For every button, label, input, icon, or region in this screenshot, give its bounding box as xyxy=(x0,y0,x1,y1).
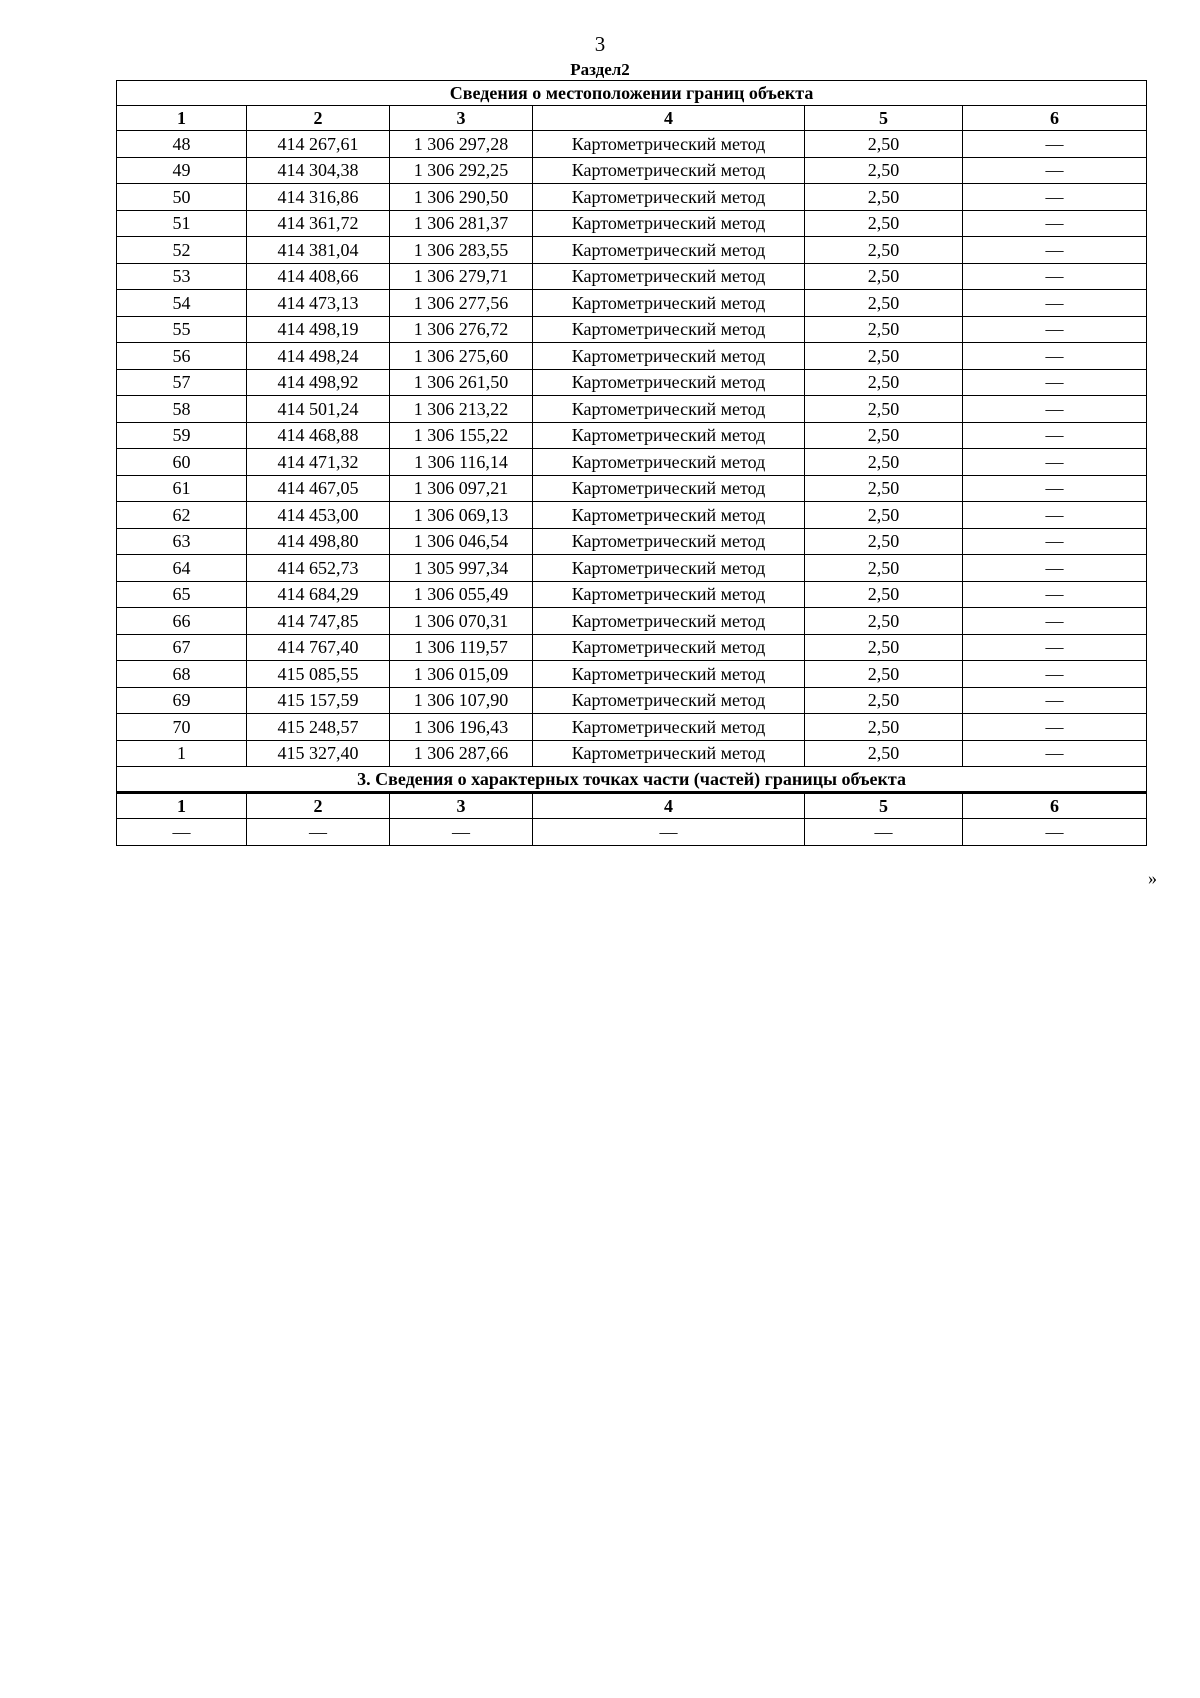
table-cell: 69 xyxy=(117,687,247,714)
table-cell: 2,50 xyxy=(805,528,963,555)
section3-title-row xyxy=(117,767,1147,793)
table-cell: 415 085,55 xyxy=(247,661,390,688)
table-cell: 2,50 xyxy=(805,343,963,370)
table-cell: Картометрический метод xyxy=(533,184,805,211)
table-cell: Картометрический метод xyxy=(533,131,805,158)
table-cell: 414 684,29 xyxy=(247,581,390,608)
table-cell: Картометрический метод xyxy=(533,237,805,264)
section3-title: 3. Сведения о характерных точках части (частей) границы объекта xyxy=(117,767,1147,793)
table-cell: 3 xyxy=(390,106,533,131)
table-cell: — xyxy=(805,819,963,846)
table-cell: — xyxy=(963,290,1147,317)
closing-quote: » xyxy=(1148,868,1157,888)
table-cell: 2,50 xyxy=(805,210,963,237)
table-row xyxy=(117,502,1147,529)
table-cell: — xyxy=(963,634,1147,661)
table-cell: 4 xyxy=(533,106,805,131)
table-cell: 2,50 xyxy=(805,263,963,290)
table-cell: — xyxy=(963,528,1147,555)
table-row xyxy=(117,740,1147,767)
table-cell: 5 xyxy=(805,793,963,819)
table-cell: Картометрический метод xyxy=(533,687,805,714)
table-cell: 50 xyxy=(117,184,247,211)
table-cell: Картометрический метод xyxy=(533,396,805,423)
table-row xyxy=(117,714,1147,741)
table-cell: 2 xyxy=(247,106,390,131)
table-cell: 54 xyxy=(117,290,247,317)
table-cell: 414 468,88 xyxy=(247,422,390,449)
table-cell: 1 306 015,09 xyxy=(390,661,533,688)
section3-row-item xyxy=(117,819,1147,846)
table-row xyxy=(117,290,1147,317)
table-cell: 61 xyxy=(117,475,247,502)
table-cell: 1 xyxy=(117,106,247,131)
table-cell: 53 xyxy=(117,263,247,290)
table-cell: 1 306 297,28 xyxy=(390,131,533,158)
table-cell: 414 498,80 xyxy=(247,528,390,555)
table-cell: — xyxy=(963,369,1147,396)
table-cell: 1 306 046,54 xyxy=(390,528,533,555)
table-cell: — xyxy=(963,555,1147,582)
table-cell: — xyxy=(963,157,1147,184)
table-cell: 2,50 xyxy=(805,316,963,343)
table-cell: — xyxy=(963,210,1147,237)
table-cell: Картометрический метод xyxy=(533,740,805,767)
table-cell: — xyxy=(963,819,1147,846)
table-title-row xyxy=(117,81,1147,106)
table-cell: 64 xyxy=(117,555,247,582)
table-cell: 414 304,38 xyxy=(247,157,390,184)
table-cell: 70 xyxy=(117,714,247,741)
table-cell: 2,50 xyxy=(805,290,963,317)
table-cell: — xyxy=(963,687,1147,714)
table-cell: — xyxy=(963,608,1147,635)
table-cell: 1 305 997,34 xyxy=(390,555,533,582)
table-cell: — xyxy=(963,581,1147,608)
table-cell: 60 xyxy=(117,449,247,476)
table-cell: 2,50 xyxy=(805,661,963,688)
table-cell: — xyxy=(963,502,1147,529)
table-cell: 1 306 097,21 xyxy=(390,475,533,502)
table-cell: — xyxy=(117,819,247,846)
table-cell: 2,50 xyxy=(805,449,963,476)
table-cell: 62 xyxy=(117,502,247,529)
table-cell: 414 361,72 xyxy=(247,210,390,237)
table-row xyxy=(117,687,1147,714)
table-cell: — xyxy=(963,714,1147,741)
table-cell: Картометрический метод xyxy=(533,343,805,370)
table-cell: 414 408,66 xyxy=(247,263,390,290)
table-cell: 55 xyxy=(117,316,247,343)
table-cell: — xyxy=(963,184,1147,211)
table-cell: 3 xyxy=(390,793,533,819)
table-cell: 414 652,73 xyxy=(247,555,390,582)
table-cell: Картометрический метод xyxy=(533,528,805,555)
table-cell: 414 498,92 xyxy=(247,369,390,396)
table-cell: — xyxy=(963,396,1147,423)
table-cell: 51 xyxy=(117,210,247,237)
table-cell: 1 306 281,37 xyxy=(390,210,533,237)
table-cell: Картометрический метод xyxy=(533,263,805,290)
table-cell: 1 xyxy=(117,793,247,819)
table-row xyxy=(117,210,1147,237)
table-cell: Картометрический метод xyxy=(533,714,805,741)
table-cell: 414 453,00 xyxy=(247,502,390,529)
table-cell: 2,50 xyxy=(805,396,963,423)
table-cell: Картометрический метод xyxy=(533,634,805,661)
table-cell: — xyxy=(963,131,1147,158)
table-cell: Картометрический метод xyxy=(533,608,805,635)
table-cell: 1 xyxy=(117,740,247,767)
table-cell: Картометрический метод xyxy=(533,475,805,502)
table-cell: 2,50 xyxy=(805,422,963,449)
table-cell: 414 498,19 xyxy=(247,316,390,343)
table-cell: 1 306 279,71 xyxy=(390,263,533,290)
table-row xyxy=(117,316,1147,343)
table-cell: 1 306 275,60 xyxy=(390,343,533,370)
table-cell: 415 248,57 xyxy=(247,714,390,741)
table-row xyxy=(117,396,1147,423)
table-row xyxy=(117,661,1147,688)
table-cell: Картометрический метод xyxy=(533,555,805,582)
table-cell: 58 xyxy=(117,396,247,423)
table-cell: — xyxy=(963,263,1147,290)
table-cell: Картометрический метод xyxy=(533,449,805,476)
table-cell: 414 501,24 xyxy=(247,396,390,423)
table-cell: 414 767,40 xyxy=(247,634,390,661)
table-cell: 2,50 xyxy=(805,687,963,714)
section-title: Раздел2 xyxy=(570,60,630,79)
table-cell: — xyxy=(963,475,1147,502)
table-cell: 67 xyxy=(117,634,247,661)
table-cell: 48 xyxy=(117,131,247,158)
table-cell: 1 306 116,14 xyxy=(390,449,533,476)
table-cell: 414 747,85 xyxy=(247,608,390,635)
table-cell: 1 306 292,25 xyxy=(390,157,533,184)
table-cell: 49 xyxy=(117,157,247,184)
table-cell: — xyxy=(963,661,1147,688)
table-cell: 66 xyxy=(117,608,247,635)
table-row xyxy=(117,131,1147,158)
table-cell: 52 xyxy=(117,237,247,264)
table-cell: — xyxy=(963,316,1147,343)
table-cell: 414 267,61 xyxy=(247,131,390,158)
table-cell: 414 316,86 xyxy=(247,184,390,211)
table-cell: 1 306 107,90 xyxy=(390,687,533,714)
table-row xyxy=(117,369,1147,396)
table-cell: 1 306 261,50 xyxy=(390,369,533,396)
table-cell: 1 306 287,66 xyxy=(390,740,533,767)
table-cell: — xyxy=(963,343,1147,370)
table-row xyxy=(117,449,1147,476)
table-title: Сведения о местоположении границ объекта xyxy=(117,81,1147,106)
table-row xyxy=(117,581,1147,608)
table-cell: Картометрический метод xyxy=(533,422,805,449)
table-row xyxy=(117,343,1147,370)
table-cell: 2,50 xyxy=(805,131,963,158)
table-row xyxy=(117,475,1147,502)
table-cell: 2,50 xyxy=(805,555,963,582)
table-cell: 1 306 213,22 xyxy=(390,396,533,423)
table-cell: — xyxy=(247,819,390,846)
table-cell: 414 381,04 xyxy=(247,237,390,264)
section3-header-row xyxy=(117,793,1147,819)
table-cell: 2,50 xyxy=(805,634,963,661)
table-cell: 2,50 xyxy=(805,475,963,502)
table-cell: 1 306 155,22 xyxy=(390,422,533,449)
table-row xyxy=(117,634,1147,661)
table-header-row xyxy=(117,106,1147,131)
table-cell: 57 xyxy=(117,369,247,396)
table-cell: 59 xyxy=(117,422,247,449)
table-cell: 2,50 xyxy=(805,237,963,264)
table-cell: Картометрический метод xyxy=(533,581,805,608)
table-row xyxy=(117,237,1147,264)
table-cell: 1 306 283,55 xyxy=(390,237,533,264)
table-cell: — xyxy=(533,819,805,846)
table-cell: 414 471,32 xyxy=(247,449,390,476)
table-cell: 2,50 xyxy=(805,157,963,184)
table-cell: Картометрический метод xyxy=(533,316,805,343)
table-cell: 414 467,05 xyxy=(247,475,390,502)
table-cell: 1 306 069,13 xyxy=(390,502,533,529)
table-cell: Картометрический метод xyxy=(533,210,805,237)
table-cell: 2,50 xyxy=(805,714,963,741)
table-row xyxy=(117,263,1147,290)
table-cell: 2,50 xyxy=(805,740,963,767)
table-cell: 1 306 276,72 xyxy=(390,316,533,343)
table-cell: — xyxy=(963,422,1147,449)
table-cell: 6 xyxy=(963,793,1147,819)
table-cell: Картометрический метод xyxy=(533,661,805,688)
table-cell: 63 xyxy=(117,528,247,555)
table-cell: 1 306 277,56 xyxy=(390,290,533,317)
table-cell: 2,50 xyxy=(805,369,963,396)
table-row xyxy=(117,528,1147,555)
table-cell: 415 327,40 xyxy=(247,740,390,767)
table-cell: 1 306 055,49 xyxy=(390,581,533,608)
table-cell: 5 xyxy=(805,106,963,131)
table-cell: 1 306 119,57 xyxy=(390,634,533,661)
table-cell: — xyxy=(963,449,1147,476)
page-number: 3 xyxy=(594,32,606,56)
table-cell: 1 306 196,43 xyxy=(390,714,533,741)
table-cell: 65 xyxy=(117,581,247,608)
table-cell: 68 xyxy=(117,661,247,688)
table-row xyxy=(117,422,1147,449)
table-cell: 414 498,24 xyxy=(247,343,390,370)
table-cell: 414 473,13 xyxy=(247,290,390,317)
table-cell: Картометрический метод xyxy=(533,290,805,317)
table-cell: 2 xyxy=(247,793,390,819)
table-cell: 415 157,59 xyxy=(247,687,390,714)
table-cell: — xyxy=(390,819,533,846)
table-cell: — xyxy=(963,237,1147,264)
table-cell: 1 306 290,50 xyxy=(390,184,533,211)
table-row xyxy=(117,555,1147,582)
boundary-table xyxy=(116,80,1147,846)
table-cell: 2,50 xyxy=(805,581,963,608)
table-cell: 6 xyxy=(963,106,1147,131)
table-cell: 2,50 xyxy=(805,502,963,529)
table-cell: Картометрический метод xyxy=(533,502,805,529)
table-cell: 2,50 xyxy=(805,184,963,211)
table-cell: 1 306 070,31 xyxy=(390,608,533,635)
table-cell: — xyxy=(963,740,1147,767)
table-row xyxy=(117,184,1147,211)
table-cell: Картометрический метод xyxy=(533,157,805,184)
table-row xyxy=(117,608,1147,635)
table-row xyxy=(117,157,1147,184)
table-cell: 4 xyxy=(533,793,805,819)
table-cell: Картометрический метод xyxy=(533,369,805,396)
table-cell: 2,50 xyxy=(805,608,963,635)
table-cell: 56 xyxy=(117,343,247,370)
